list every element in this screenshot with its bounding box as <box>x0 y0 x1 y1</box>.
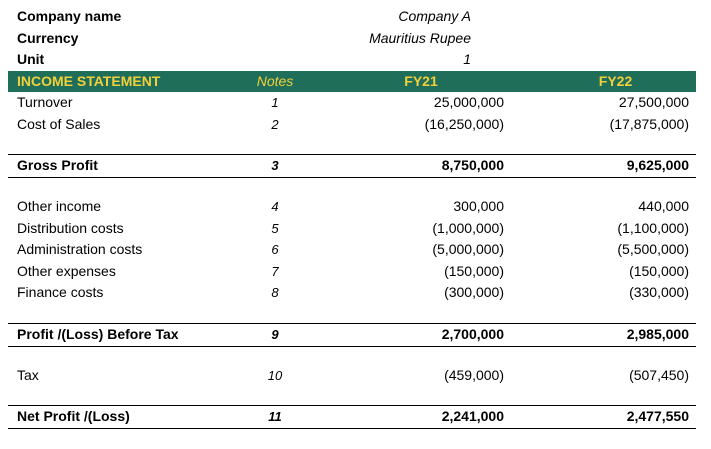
row-fy22-value: (507,450) <box>629 367 689 383</box>
table-row-gross-profit <box>8 155 696 176</box>
row-fy22-value: 2,985,000 <box>626 326 689 342</box>
row-fy21-value: (459,000) <box>444 367 504 383</box>
row-fy22-value: (17,875,000) <box>609 116 689 132</box>
row-label: Net Profit /(Loss) <box>17 408 130 424</box>
row-note: 4 <box>271 199 279 214</box>
row-note: 5 <box>271 221 279 236</box>
row-label: Distribution costs <box>17 220 124 236</box>
row-note: 8 <box>271 285 279 300</box>
table-header <box>8 71 696 92</box>
row-label: Turnover <box>17 94 73 110</box>
meta-row-company <box>8 6 696 27</box>
row-fy21-value: 2,241,000 <box>441 408 504 424</box>
row-note: 6 <box>271 242 279 257</box>
table-row-other-income <box>8 196 696 217</box>
row-note: 3 <box>271 158 279 173</box>
row-label: Profit /(Loss) Before Tax <box>17 326 179 342</box>
row-fy22-value: (5,500,000) <box>617 241 689 257</box>
header-fy22: FY22 <box>598 73 633 89</box>
table-row-finance-costs <box>8 282 696 303</box>
row-fy21-value: (150,000) <box>444 263 504 279</box>
row-label: Finance costs <box>17 284 104 300</box>
table-row-distribution-costs <box>8 218 696 239</box>
row-note: 1 <box>271 95 279 110</box>
row-fy22-value: 27,500,000 <box>618 94 689 110</box>
row-label: Cost of Sales <box>17 116 101 132</box>
row-fy21-value: (16,250,000) <box>424 116 504 132</box>
row-fy21-value: 300,000 <box>453 198 504 214</box>
row-note: 9 <box>271 327 279 342</box>
divider <box>8 346 696 347</box>
row-fy22-value: 2,477,550 <box>626 408 689 424</box>
row-fy22-value: (150,000) <box>629 263 689 279</box>
row-note: 7 <box>271 264 279 279</box>
row-note: 11 <box>268 409 282 424</box>
divider <box>8 177 696 178</box>
row-note: 10 <box>267 368 283 383</box>
row-label: Other income <box>17 198 102 214</box>
table-row-other-expenses <box>8 261 696 282</box>
meta-value: Mauritius Rupee <box>369 30 471 46</box>
header-notes: Notes <box>256 73 294 89</box>
header-fy21: FY21 <box>404 73 438 89</box>
meta-label: Currency <box>17 30 79 46</box>
divider <box>8 428 696 429</box>
header-title: INCOME STATEMENT <box>17 73 161 89</box>
row-label: Administration costs <box>17 241 143 257</box>
meta-label: Unit <box>17 51 45 67</box>
row-note: 2 <box>271 117 279 132</box>
table-row-administration-costs <box>8 239 696 260</box>
table-row-tax <box>8 365 696 386</box>
meta-row-unit <box>8 49 696 70</box>
table-row-profit-before-tax <box>8 324 696 345</box>
row-fy22-value: (330,000) <box>629 284 689 300</box>
table-row-turnover <box>8 92 696 113</box>
row-fy21-value: 8,750,000 <box>441 157 504 173</box>
row-fy21-value: (300,000) <box>444 284 504 300</box>
row-fy22-value: 9,625,000 <box>626 157 689 173</box>
table-row-cost-of-sales <box>8 114 696 135</box>
row-fy21-value: (5,000,000) <box>432 241 504 257</box>
table-row-net-profit <box>8 406 696 427</box>
row-fy21-value: 25,000,000 <box>433 94 504 110</box>
row-label: Tax <box>17 367 39 383</box>
row-fy22-value: (1,100,000) <box>617 220 689 236</box>
meta-value: Company A <box>398 8 471 24</box>
row-fy21-value: 2,700,000 <box>441 326 504 342</box>
row-fy21-value: (1,000,000) <box>432 220 504 236</box>
row-label: Other expenses <box>17 263 116 279</box>
meta-row-currency <box>8 28 696 49</box>
meta-value: 1 <box>463 51 471 67</box>
meta-label: Company name <box>17 8 122 24</box>
row-fy22-value: 440,000 <box>638 198 689 214</box>
row-label: Gross Profit <box>17 157 98 173</box>
